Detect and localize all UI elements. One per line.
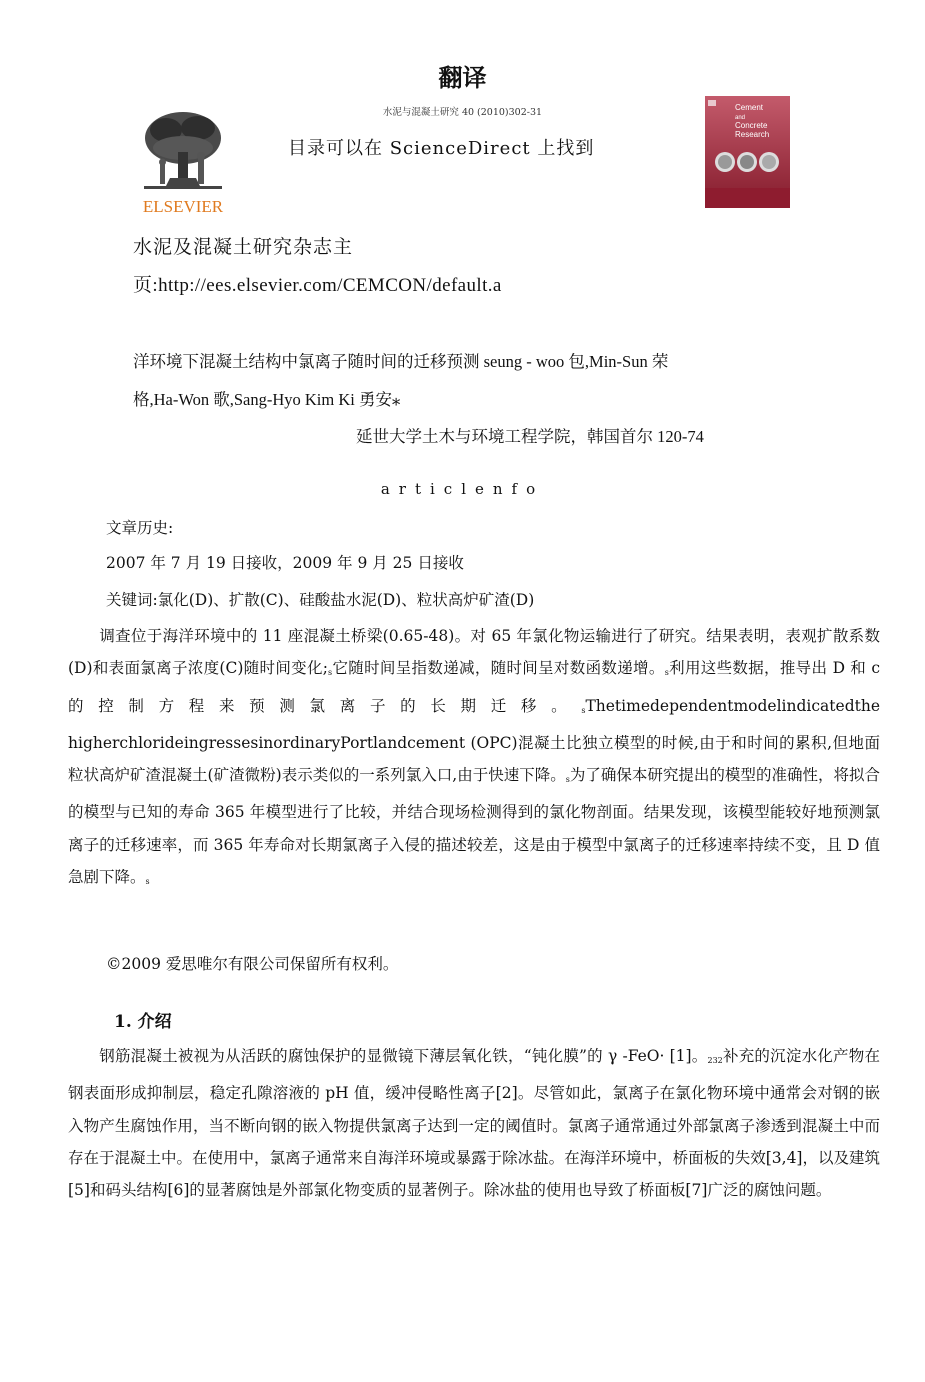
journal-cover-image — [705, 96, 790, 208]
abstract-text-1: 调查位于海洋环境中的 11 座混凝土桥梁(0.65-48)。对 65 年氯化物运输进行了研究。结果表明，表观扩散系数(D)和表面氯离子浓度(C)随时间变化; — [68, 627, 880, 678]
article-history-label: 文章历史: — [106, 519, 174, 537]
abstract-sub-3: s — [581, 705, 586, 715]
abstract-paragraph — [68, 620, 880, 898]
journal-homepage-label: 水泥及混凝土研究杂志主 — [133, 236, 354, 258]
keywords: 关键词:氯化(D)、扩散(C)、硅酸盐水泥(D)、粒状高炉矿渣(D) — [106, 591, 535, 609]
intro-sub: 232 — [707, 1056, 723, 1065]
abstract-text-3: 利用这些数据，推导出 D 和 c 的控制方程来预测氯离子的长期迁移。 — [68, 659, 880, 715]
abstract-sub-2: s — [664, 668, 669, 678]
section-heading: 1. 介绍 — [114, 1012, 172, 1032]
journal-reference: 水泥与混凝土研究 40 (2010)302-31 — [382, 107, 543, 118]
svg-text:Research: Research — [735, 130, 770, 139]
article-info-heading: articlenfo — [380, 480, 545, 498]
article-title-authors-line1: 洋环境下混凝土结构中氯离子随时间的迁移预测 seung - woo 包,Min-Sun 荣 — [133, 352, 669, 371]
intro-paragraph — [68, 1040, 880, 1206]
article-title-authors-line2: 格,Ha-Won 歌,Sang-Hyo Kim Ki 勇安⁎ — [133, 390, 401, 409]
intro-text-1: 钢筋混凝土被视为从活跃的腐蚀保护的显微镜下薄层氧化铁，“钝化膜”的 γ -FeO· [1]。 — [99, 1047, 708, 1065]
contents-availability: 目录可以在 ScienceDirect 上找到 — [288, 138, 595, 159]
abstract-sub-4: s — [565, 775, 570, 785]
abstract-sub-1: s — [328, 668, 333, 678]
abstract-text-5: 为了确保本研究提出的模型的准确性，将拟合的模型与已知的寿命 365 年模型进行了比较，并结合现场检测得到的氯化物剖面。结果发现，该模型能较好地预测氯离子的迁移速率，而 365 年寿命对长期氯离子入侵的描述较差，这是由于模型中氯离子的迁移速率持续不变，且 D 值急剧下降。 — [68, 766, 880, 887]
article-history-dates: 2007 年 7 月 19 日接收，2009 年 9 月 25 日接收 — [106, 554, 464, 572]
svg-text:Concrete: Concrete — [735, 121, 768, 130]
svg-text:Cement: Cement — [735, 103, 764, 112]
journal-homepage-url[interactable]: 页:http://ees.elsevier.com/CEMCON/default.a — [133, 275, 502, 296]
elsevier-logo — [136, 108, 230, 216]
elsevier-wordmark: ELSEVIER — [142, 197, 224, 216]
intro-text-2: 补充的沉淀水化产物在钢表面形成抑制层，稳定孔隙溶液的 pH 值，缓冲侵略性离子[2]。尽管如此，氯离子在氯化物环境中通常会对钢的嵌入物产生腐蚀作用，当不断向钢的嵌入物提供氯离子达到一定的阈值时。氯离子通常通过外部氯离子渗透到混凝土中而存在于混凝土中。在使用中，氯离子通常来自海洋环境或暴露于除冰盐。在海洋环境中，桥面板的失效[3,4]，以及建筑[5]和码头结构[6]的显著腐蚀是外部氯化物变质的显著例子。除冰盐的使用也导致了桥面板[7]广泛的腐蚀问题。 — [68, 1047, 880, 1200]
page-title: 翻译 — [438, 64, 487, 92]
abstract-text-2: 它随时间呈指数递减，随时间呈对数函数递增。 — [332, 659, 665, 678]
abstract-sub-5: s — [145, 877, 150, 887]
copyright-notice: ©2009 爱思唯尔有限公司保留所有权利。 — [106, 955, 399, 973]
svg-text:and: and — [735, 115, 746, 121]
author-affiliation: 延世大学土木与环境工程学院，韩国首尔 120-74 — [356, 427, 704, 446]
abstract-text-4: Thetimedependentmodelindicatedthe higherchlorideingressesinordinaryPortlandcement (OPC)混凝土比独立模型的时候,由于和时间的累积,但地面粒状高炉矿渣混凝土(矿渣微粉)表示类似的一系列氯入口,由于快速下降。 — [68, 696, 880, 785]
